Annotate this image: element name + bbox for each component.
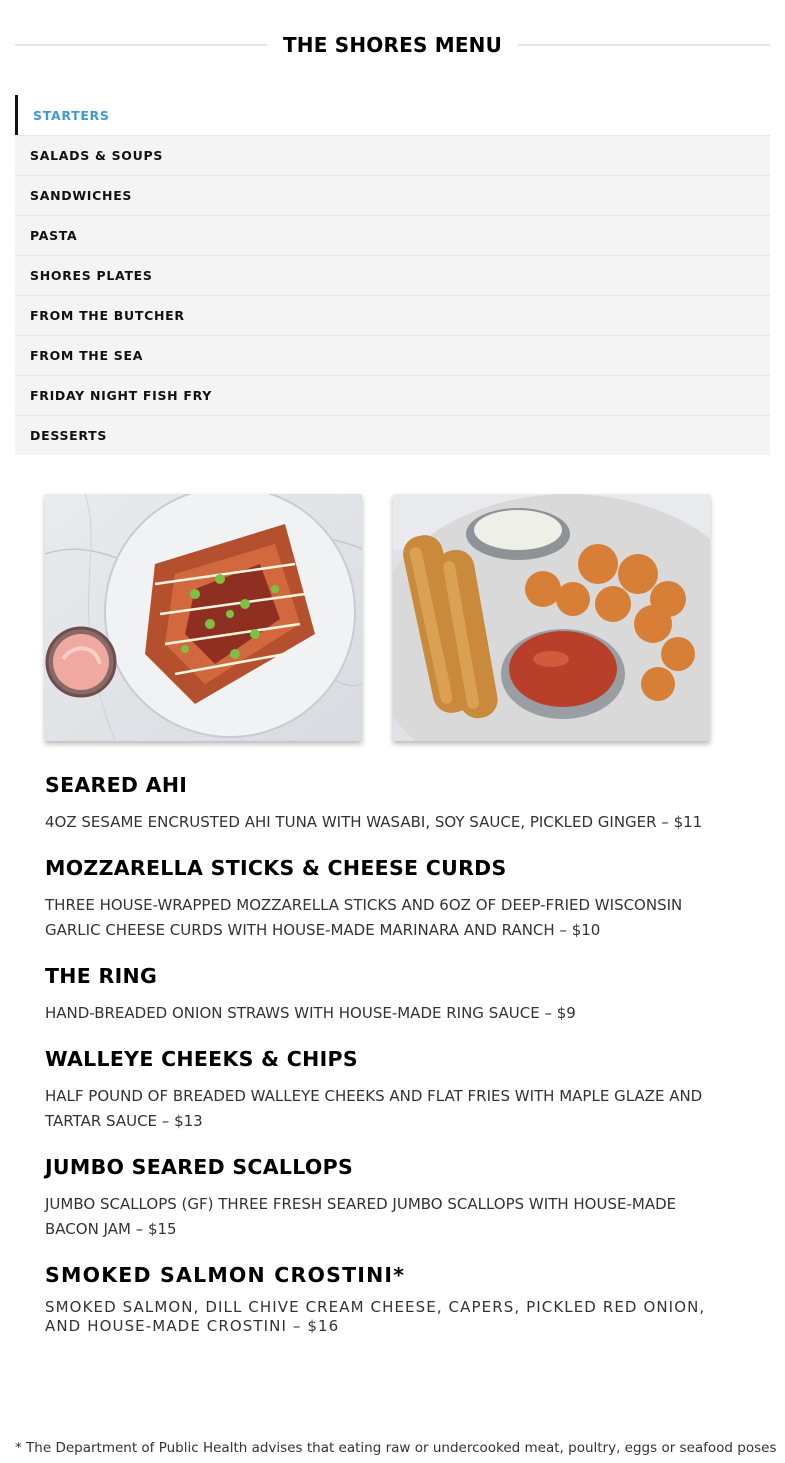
menu-item — [45, 770, 710, 835]
item-description: THREE HOUSE-WRAPPED MOZZARELLA STICKS AND 6OZ OF DEEP-FRIED WISCONSIN GARLIC CHEESE CURDS WITH HOUSE-MADE MARINARA AND RANCH – $10 — [45, 896, 683, 939]
health-advisory-footnote: * The Department of Public Health advises that eating raw or undercooked meat, poultry, eggs or seafood poses — [15, 1440, 777, 1456]
item-description: SMOKED SALMON, DILL CHIVE CREAM CHEESE, CAPERS, PICKLED RED ONION, AND HOUSE-MADE CROSTINI – $16 — [45, 1298, 706, 1335]
menu-item — [45, 853, 710, 943]
tab-starters[interactable]: STARTERS — [15, 95, 770, 135]
item-description: 4OZ SESAME ENCRUSTED AHI TUNA WITH WASABI, SOY SAUCE, PICKLED GINGER – $11 — [45, 813, 703, 831]
item-description: HALF POUND OF BREADED WALLEYE CHEEKS AND FLAT FRIES WITH MAPLE GLAZE AND TARTAR SAUCE – $13 — [45, 1087, 703, 1130]
menu-item — [45, 961, 710, 1026]
tab-desserts[interactable]: DESSERTS — [15, 415, 770, 455]
tab-friday-night-fish-fry[interactable]: FRIDAY NIGHT FISH FRY — [15, 375, 770, 415]
food-photos — [45, 494, 710, 741]
item-description: HAND-BREADED ONION STRAWS WITH HOUSE-MADE RING SAUCE – $9 — [45, 1004, 576, 1022]
tab-pasta[interactable]: PASTA — [15, 215, 770, 255]
menu-category-tabs — [15, 95, 770, 455]
menu-title-row — [15, 30, 770, 60]
title-rule-left — [15, 44, 267, 46]
mozzarella-sticks-photo — [393, 494, 710, 741]
tab-salads-soups[interactable]: SALADS & SOUPS — [15, 135, 770, 175]
seared-ahi-photo — [45, 494, 362, 741]
page-title: THE SHORES MENU — [282, 33, 503, 57]
item-name: WALLEYE CHEEKS & CHIPS — [45, 1047, 358, 1071]
item-name: THE RING — [45, 964, 158, 988]
item-name: SMOKED SALMON CROSTINI* — [45, 1263, 406, 1287]
tab-sandwiches[interactable]: SANDWICHES — [15, 175, 770, 215]
item-description: JUMBO SCALLOPS (GF) THREE FRESH SEARED JUMBO SCALLOPS WITH HOUSE-MADE BACON JAM – $15 — [45, 1195, 677, 1238]
item-name: MOZZARELLA STICKS & CHEESE CURDS — [45, 856, 507, 880]
tab-from-the-sea[interactable]: FROM THE SEA — [15, 335, 770, 375]
item-name: JUMBO SEARED SCALLOPS — [45, 1155, 354, 1179]
menu-item — [45, 1152, 710, 1242]
tab-from-the-butcher[interactable]: FROM THE BUTCHER — [15, 295, 770, 335]
title-rule-right — [518, 44, 770, 46]
item-name: SEARED AHI — [45, 773, 188, 797]
menu-item — [45, 1260, 710, 1336]
menu-item — [45, 1044, 710, 1134]
menu-items-list — [45, 770, 710, 1354]
tab-shores-plates[interactable]: SHORES PLATES — [15, 255, 770, 295]
